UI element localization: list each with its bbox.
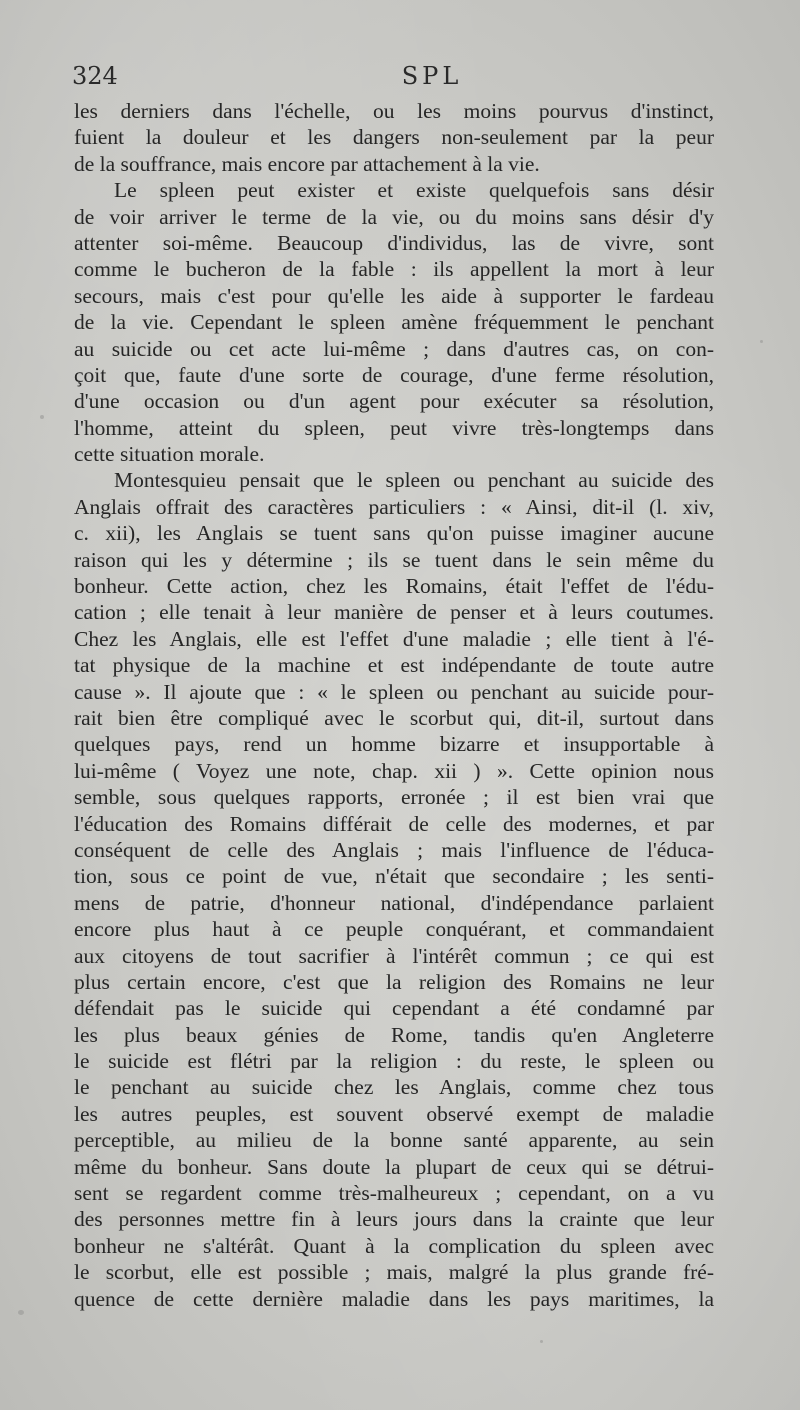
text-line: même du bonheur. Sans doute la plupart de ceux qui se détrui- — [74, 1154, 714, 1179]
text-line: secours, mais c'est pour qu'elle les aide à supporter le fardeau — [74, 283, 714, 308]
text-line: les plus beaux génies de Rome, tandis qu'en Angleterre — [74, 1022, 714, 1047]
running-head — [72, 62, 712, 98]
paper-speck — [18, 1310, 24, 1315]
text-line: perceptible, au milieu de la bonne santé apparente, au sein — [74, 1128, 714, 1153]
text-line: l'éducation des Romains différait de celle des modernes, et par — [74, 811, 714, 836]
text-line: tion, sous ce point de vue, n'était que secondaire ; les senti- — [74, 864, 714, 889]
text-line: fuient la douleur et les dangers non-seulement par la peur — [74, 125, 714, 150]
text-line: les autres peuples, est souvent observé exempt de maladie — [74, 1101, 714, 1126]
text-line: mens de patrie, d'honneur national, d'indépendance parlaient — [74, 890, 714, 915]
text-line: le suicide est flétri par la religion : du reste, le spleen ou — [74, 1049, 714, 1074]
text-line: Chez les Anglais, elle est l'effet d'une maladie ; elle tient à l'é- — [74, 626, 714, 651]
text-line: sent se regardent comme très-malheureux ; cependant, on a vu — [74, 1181, 714, 1206]
text-line: c. xii), les Anglais se tuent sans qu'on puisse imaginer aucune — [74, 521, 714, 546]
text-line: des personnes mettre fin à leurs jours dans la crainte que leur — [74, 1207, 714, 1232]
text-line: çoit que, faute d'une sorte de courage, d'une ferme résolution, — [74, 362, 714, 387]
text-line: conséquent de celle des Anglais ; mais l'influence de l'éduca- — [74, 837, 714, 862]
text-line: Anglais offrait des caractères particuliers : « Ainsi, dit-il (l. xiv, — [74, 494, 714, 519]
text-line: de voir arriver le terme de la vie, ou du moins sans désir d'y — [74, 204, 714, 229]
text-line: tat physique de la machine et est indépendante de toute autre — [74, 653, 714, 678]
page-number: 324 — [72, 62, 118, 90]
text-line: raison qui les y détermine ; ils se tuent dans le sein même du — [74, 547, 714, 572]
text-line: quelques pays, rend un homme bizarre et insupportable à — [74, 732, 714, 757]
text-line: rait bien être compliqué avec le scorbut qui, dit-il, surtout dans — [74, 705, 714, 730]
text-line: lui-même ( Voyez une note, chap. xii ) ». Cette opinion nous — [74, 758, 714, 783]
body-text — [74, 98, 714, 1312]
text-line: attenter soi-même. Beaucoup d'individus, las de vivre, sont — [74, 230, 714, 255]
text-line: quence de cette dernière maladie dans les pays maritimes, la — [74, 1286, 714, 1311]
text-line: le scorbut, elle est possible ; mais, malgré la plus grande fré- — [74, 1260, 714, 1285]
text-line: défendait pas le suicide qui cependant a été condamné par — [74, 996, 714, 1021]
text-line: l'homme, atteint du spleen, peut vivre très-longtemps dans — [74, 415, 714, 440]
text-line: cation ; elle tenait à leur manière de penser et à leurs coutumes. — [74, 600, 714, 625]
paper-speck — [760, 340, 763, 343]
paper-speck — [40, 415, 44, 419]
text-line: au suicide ou cet acte lui-même ; dans d'autres cas, on con- — [74, 336, 714, 361]
text-line: cause ». Il ajoute que : « le spleen ou penchant au suicide pour- — [74, 679, 714, 704]
text-line: comme le bucheron de la fable : ils appellent la mort à leur — [74, 257, 714, 282]
text-line: de la souffrance, mais encore par attachement à la vie. — [74, 151, 540, 176]
text-line: aux citoyens de tout sacrifier à l'intérêt commun ; ce qui est — [74, 943, 714, 968]
paragraph-start-line: Le spleen peut exister et existe quelquefois sans désir — [114, 178, 714, 203]
text-line: de la vie. Cependant le spleen amène fréquemment le penchant — [74, 310, 714, 335]
section-title: SPL — [401, 62, 463, 90]
text-line: cette situation morale. — [74, 442, 265, 467]
paper-speck — [540, 1340, 543, 1343]
text-line: bonheur ne s'altérât. Quant à la complication du spleen avec — [74, 1233, 714, 1258]
text-line: encore plus haut à ce peuple conquérant, et commandaient — [74, 917, 714, 942]
text-line: bonheur. Cette action, chez les Romains, était l'effet de l'édu- — [74, 574, 714, 599]
text-line: les derniers dans l'échelle, ou les moins pourvus d'instinct, — [74, 99, 714, 123]
paragraph-start-line: Montesquieu pensait que le spleen ou penchant au suicide des — [114, 468, 714, 493]
text-line: d'une occasion ou d'un agent pour exécuter sa résolution, — [74, 389, 714, 414]
text-line: semble, sous quelques rapports, erronée ; il est bien vrai que — [74, 785, 714, 810]
text-line: plus certain encore, c'est que la religion des Romains ne leur — [74, 969, 714, 994]
text-line: le penchant au suicide chez les Anglais, comme chez tous — [74, 1075, 714, 1100]
